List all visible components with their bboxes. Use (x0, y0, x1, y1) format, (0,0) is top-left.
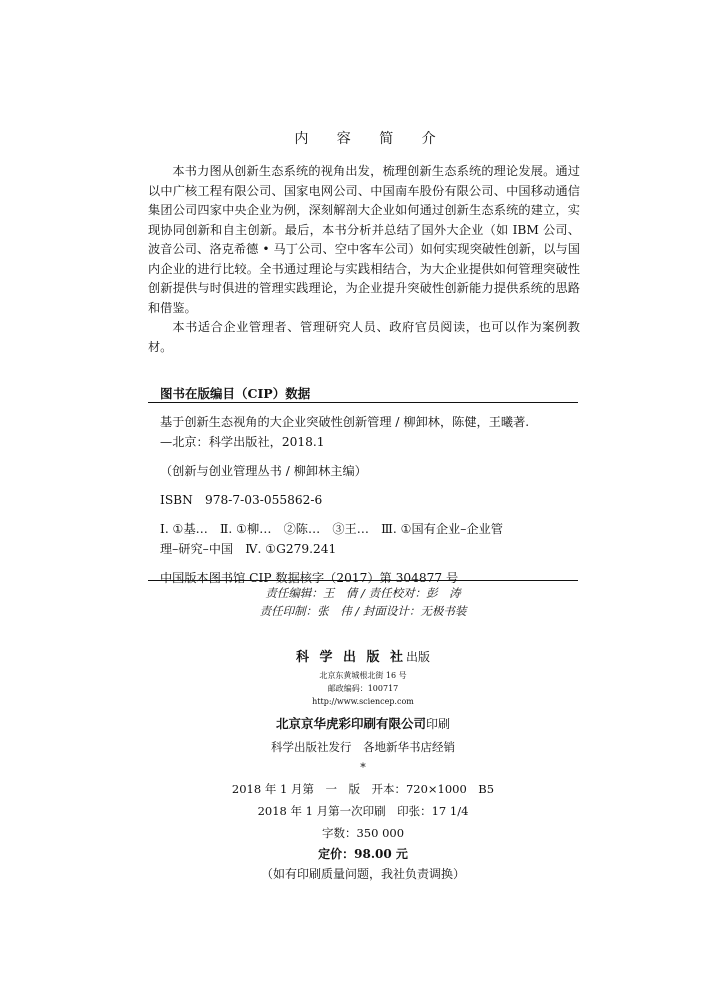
edition-line: 2018 年 1 月第 一 版 开本：720×1000 B5 (231, 782, 495, 796)
wordcount-line: 字数：350 000 (321, 826, 405, 840)
credits-line-1: 责任编辑：王 倩 / 责任校对：彭 涛 (265, 586, 461, 600)
publisher-postcode: 邮政编码：100717 (327, 684, 399, 693)
printing-line: 2018 年 1 月第一次印刷 印张：17 1/4 (257, 804, 469, 818)
price-value: 98.00 元 (354, 847, 408, 861)
publisher-suffix: 出版 (406, 650, 431, 664)
editorial-credits (148, 584, 578, 620)
price-line (148, 844, 578, 864)
cip-series-line: （创新与创业管理丛书 / 柳卸林主编） (160, 464, 367, 478)
printer-name: 北京京华虎彩印刷有限公司 (275, 716, 426, 731)
cip-title-line: 基于创新生态视角的大企业突破性创新管理 / 柳卸林，陈健，王曦著. (160, 415, 530, 429)
cip-classification-2: 理–研究–中国 Ⅳ. ①G279.241 (160, 542, 337, 556)
cip-header: 图书在版编目（CIP）数据 (160, 386, 311, 401)
cip-number: 中国版本图书馆 CIP 数据核字（2017）第 304877 号 (160, 571, 459, 585)
intro-paragraph-1: 本书力图从创新生态系统的视角出发，梳理创新生态系统的理论发展。通过以中广核工程有限公司、国家电网公司、中国南车股份有限公司、中国移动通信集团公司四家中央企业为例，深刻解剖大企业如何通过创新生态系统的建立，实现协同创新和自主创新。最后，本书分析并总结了国外大企业（如 IBM 公司、波音公司、洛克希德 • 马丁公司、空中客车公司）如何实现突破性创新，以与国内企业的进行比较。全书通过理论与实践相结合，为大企业提供如何管理突破性创新提供与时俱进的管理实践理论，为企业提升突破性创新能力提供系统的思路和借鉴。 (148, 164, 580, 315)
intro-title: 内 容 简 介 (294, 131, 448, 147)
cip-isbn: ISBN 978-7-03-055862-6 (160, 493, 323, 507)
cip-classification-1: Ⅰ. ①基… Ⅱ. ①柳… ②陈… ③王… Ⅲ. ①国有企业–企业管 (160, 522, 503, 536)
quality-note: （如有印刷质量问题，我社负责调换） (260, 867, 465, 881)
cip-bottom-rule (148, 580, 578, 581)
separator-star: * (360, 761, 366, 774)
cip-imprint-line: —北京：科学出版社，2018.1 (160, 435, 325, 449)
intro-paragraph-2: 本书适合企业管理者、管理研究人员、政府官员阅读，也可以作为案例教材。 (148, 320, 580, 354)
cip-top-rule (148, 402, 578, 403)
introduction-section (148, 128, 580, 357)
publisher-block (148, 646, 578, 884)
publisher-address: 北京东黄城根北街 16 号 (319, 671, 407, 680)
printer-line (148, 712, 578, 736)
cip-data-block (160, 412, 578, 588)
publisher-url: http://www.sciencep.com (312, 697, 414, 706)
publisher-name: 科 学 出 版 社 (295, 650, 407, 665)
price-label: 定价： (318, 847, 355, 861)
printer-suffix: 印刷 (426, 717, 451, 731)
credits-line-2: 责任印制：张 伟 / 封面设计：无极书装 (259, 604, 467, 618)
publisher-line (148, 646, 578, 669)
distribution-line: 科学出版社发行 各地新华书店经销 (271, 740, 455, 754)
